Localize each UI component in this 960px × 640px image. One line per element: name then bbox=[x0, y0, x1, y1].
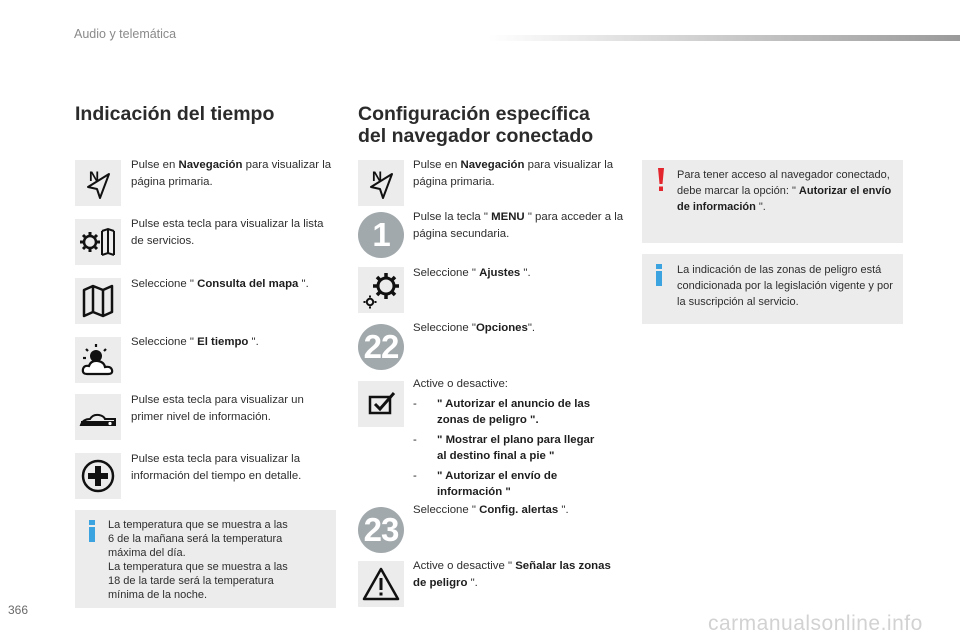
list-dash: - bbox=[413, 434, 417, 446]
text-segment: ". bbox=[558, 504, 569, 516]
bold-text: Señalar las zonas de peligro bbox=[413, 560, 611, 589]
left-step-4-text bbox=[131, 334, 341, 351]
left-step-5-text bbox=[131, 392, 331, 426]
step-badge-1: 1 bbox=[358, 212, 404, 258]
info-icon bbox=[85, 520, 99, 542]
text-segment: Active o desactive " bbox=[413, 560, 516, 572]
list-item-line: información " bbox=[437, 486, 511, 498]
middle-step-2-text bbox=[413, 209, 628, 243]
svg-text:N: N bbox=[372, 168, 383, 184]
text-segment: Pulse esta tecla para visualizar un primer nivel de información. bbox=[131, 394, 304, 423]
left-step-1-text bbox=[131, 157, 341, 191]
list-item bbox=[413, 432, 623, 464]
list-item bbox=[413, 396, 623, 428]
text-segment: ". bbox=[520, 267, 531, 279]
bold-text: Autorizar el envío de información bbox=[677, 185, 892, 213]
bold-text: Navegación bbox=[460, 159, 525, 171]
note-line: La temperatura que se muestra a las bbox=[108, 519, 288, 531]
note-line: La temperatura que se muestra a las bbox=[108, 561, 288, 573]
text-segment: ". bbox=[467, 577, 478, 589]
text-segment: Seleccione " bbox=[413, 504, 480, 516]
text-segment: ". bbox=[755, 201, 766, 213]
navigation-arrow-icon bbox=[358, 160, 404, 206]
info-icon bbox=[652, 264, 666, 286]
map-icon bbox=[75, 278, 121, 324]
text-segment: " para acceder a la página secundaria. bbox=[413, 211, 624, 240]
warning-triangle-icon bbox=[358, 561, 404, 607]
section-title: Audio y telemática bbox=[74, 27, 177, 41]
middle-step-5-intro: Active o desactive: bbox=[413, 378, 508, 390]
middle-title-line-2: del navegador conectado bbox=[358, 125, 594, 147]
bold-text: MENU bbox=[491, 211, 525, 223]
text-segment: Seleccione " bbox=[131, 278, 198, 290]
step-badge-22: 22 bbox=[358, 324, 404, 370]
text-segment: Pulse en bbox=[131, 159, 179, 171]
warning-exclamation-icon bbox=[656, 168, 666, 192]
page-number: 366 bbox=[8, 603, 29, 617]
step-badge-23: 23 bbox=[358, 507, 404, 553]
text-segment: ". bbox=[527, 322, 536, 334]
list-item-line: zonas de peligro ". bbox=[437, 414, 539, 426]
left-step-3-text bbox=[131, 276, 341, 293]
toggle-options-list bbox=[413, 396, 623, 504]
text-segment: ". bbox=[248, 336, 259, 348]
middle-title-line-1: Configuración específica bbox=[358, 103, 590, 125]
bold-text: Navegación bbox=[178, 159, 243, 171]
left-section-title: Indicación del tiempo bbox=[75, 103, 275, 125]
left-step-6-text bbox=[131, 451, 331, 485]
services-gear-map-icon bbox=[75, 219, 121, 265]
text-segment: Pulse la tecla " bbox=[413, 211, 492, 223]
settings-gear-icon bbox=[358, 267, 404, 313]
navigation-arrow-icon bbox=[75, 160, 121, 206]
note-line: 6 de la mañana será la temperatura bbox=[108, 533, 283, 545]
text-segment: Pulse esta tecla para visualizar la información del tiempo en detalle. bbox=[131, 453, 302, 482]
list-item bbox=[413, 468, 623, 500]
right-warning-note bbox=[642, 160, 903, 243]
middle-step-3-text bbox=[413, 265, 623, 282]
list-item-line: " Mostrar el plano para llegar bbox=[437, 434, 595, 446]
plus-detail-icon bbox=[75, 453, 121, 499]
bold-text: Ajustes bbox=[479, 267, 521, 279]
list-item-line: " Autorizar el anuncio de las bbox=[437, 398, 591, 410]
left-step-2-text bbox=[131, 216, 331, 250]
checkbox-icon bbox=[358, 381, 404, 427]
svg-text:N: N bbox=[89, 168, 100, 184]
list-dash: - bbox=[413, 398, 417, 410]
bold-text: El tiempo bbox=[197, 336, 249, 348]
list-item-line: " Autorizar el envío de bbox=[437, 470, 558, 482]
text-segment: Pulse en bbox=[413, 159, 461, 171]
left-info-note bbox=[75, 510, 336, 608]
text-segment: Seleccione " bbox=[131, 336, 198, 348]
right-info-note-text: La indicación de las zonas de peligro está condicionada por la legislación vigente y por la suscripción al servicio. bbox=[677, 264, 893, 308]
text-segment: Seleccione " bbox=[413, 267, 480, 279]
watermark: carmanualsonline.info bbox=[708, 612, 923, 635]
bold-text: Config. alertas bbox=[479, 504, 559, 516]
text-segment: Pulse esta tecla para visualizar la lista de servicios. bbox=[131, 218, 324, 247]
middle-step-7-text bbox=[413, 558, 613, 592]
right-info-note bbox=[642, 254, 903, 324]
note-line: mínima de la noche. bbox=[108, 589, 208, 601]
text-segment: Para tener acceso al navegador conectado, debe marcar la opción: " bbox=[677, 169, 890, 197]
list-dash: - bbox=[413, 470, 417, 482]
middle-section-title bbox=[358, 103, 593, 147]
left-info-note-text bbox=[108, 518, 330, 602]
text-segment: para visualizar la página primaria. bbox=[413, 159, 614, 188]
middle-step-4-text bbox=[413, 320, 623, 337]
list-item-line: al destino final a pie " bbox=[437, 450, 555, 462]
weather-sun-cloud-icon bbox=[75, 337, 121, 383]
text-segment: para visualizar la página primaria. bbox=[131, 159, 332, 188]
note-line: 18 de la tarde será la temperatura bbox=[108, 575, 274, 587]
middle-step-6-text bbox=[413, 502, 623, 519]
bold-text: Consulta del mapa bbox=[197, 278, 299, 290]
first-level-info-icon bbox=[75, 394, 121, 440]
text-segment: Seleccione " bbox=[413, 322, 476, 334]
right-warning-note-text bbox=[677, 167, 897, 215]
note-line: máxima del día. bbox=[108, 547, 186, 559]
header-rule bbox=[488, 35, 960, 41]
text-segment: ". bbox=[298, 278, 309, 290]
bold-text: Opciones bbox=[475, 322, 528, 334]
middle-step-1-text bbox=[413, 157, 623, 191]
